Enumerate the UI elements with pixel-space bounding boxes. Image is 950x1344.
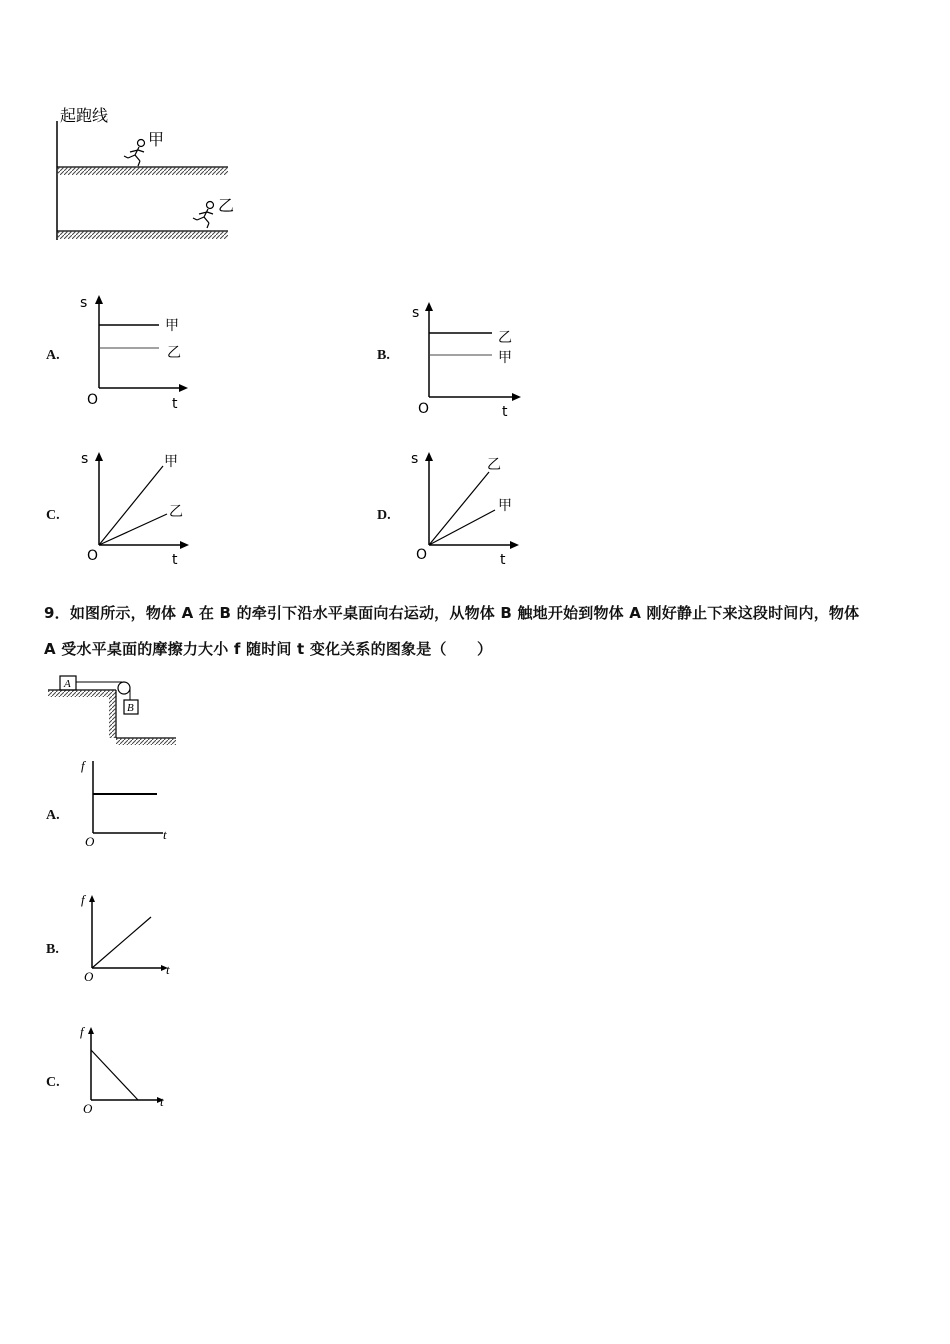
line-top-label: 甲 [165,318,179,334]
line-bottom-label: 乙 [169,504,183,520]
q9-option-a-letter[interactable]: A. [46,808,60,823]
x-axis-label: t [502,404,508,420]
x-axis-label: t [166,962,170,977]
q8-option-d-graph[interactable] [405,448,535,573]
q9-question-line1: 9．如图所示，物体 A 在 B 的牵引下沿水平桌面向右运动，从物体 B 触地开始到物体 A 刚好静止下来这段时间内，物体 [44,604,860,622]
q8-option-c-letter[interactable]: C. [46,508,60,523]
q9-option-b-graph[interactable] [75,890,185,985]
runner-yi-label: 乙 [218,196,235,215]
q8-option-b-graph[interactable] [405,298,535,423]
y-axis-label: s [80,295,88,311]
x-axis-label: t [500,552,506,568]
block-a-label: A [64,678,71,690]
line-bottom-label: 甲 [498,498,512,514]
line-top-label: 乙 [498,330,512,346]
q9-option-b-letter[interactable]: B. [46,942,59,957]
q8-option-a-graph[interactable] [75,290,205,415]
q9-pulley-figure [44,668,184,748]
x-axis-label: t [172,396,178,412]
runner-yi-icon [193,202,214,229]
y-axis-label: f [80,1024,84,1039]
q9-option-c-letter[interactable]: C. [46,1075,60,1090]
y-axis-label: s [412,305,420,321]
q8-option-a-letter[interactable]: A. [46,348,60,363]
q8-option-c-graph[interactable] [75,448,205,573]
y-axis-label: s [81,451,89,467]
origin-label: O [84,969,94,984]
start-line-label: 起跑线 [60,106,109,125]
x-axis-label: t [160,1094,164,1109]
origin-label: O [418,401,430,417]
runner-jia-icon [124,140,145,167]
line-top-label: 乙 [487,457,501,473]
runner-jia-label: 甲 [148,130,165,149]
q8-option-b-letter[interactable]: B. [377,348,390,363]
x-axis-label: t [163,827,167,842]
y-axis-label: s [411,451,419,467]
line-bottom-label: 乙 [167,345,181,361]
q9-option-a-graph[interactable] [75,755,185,850]
y-axis-label: f [81,892,85,907]
origin-label: O [87,392,99,408]
q8-option-d-letter[interactable]: D. [377,508,391,523]
origin-label: O [85,834,95,849]
x-axis-label: t [172,552,178,568]
block-b-label: B [127,702,134,714]
line-top-label: 甲 [164,454,178,470]
y-axis-label: f [81,758,85,773]
origin-label: O [87,548,99,564]
q8-track-figure [40,95,250,245]
line-bottom-label: 甲 [498,350,512,366]
pulley-icon [118,682,130,694]
origin-label: O [83,1101,93,1116]
q9-option-c-graph[interactable] [75,1022,185,1117]
origin-label: O [416,547,428,563]
q9-question-line2: A 受水平桌面的摩擦力大小 f 随时间 t 变化关系的图象是（ ） [44,640,493,658]
